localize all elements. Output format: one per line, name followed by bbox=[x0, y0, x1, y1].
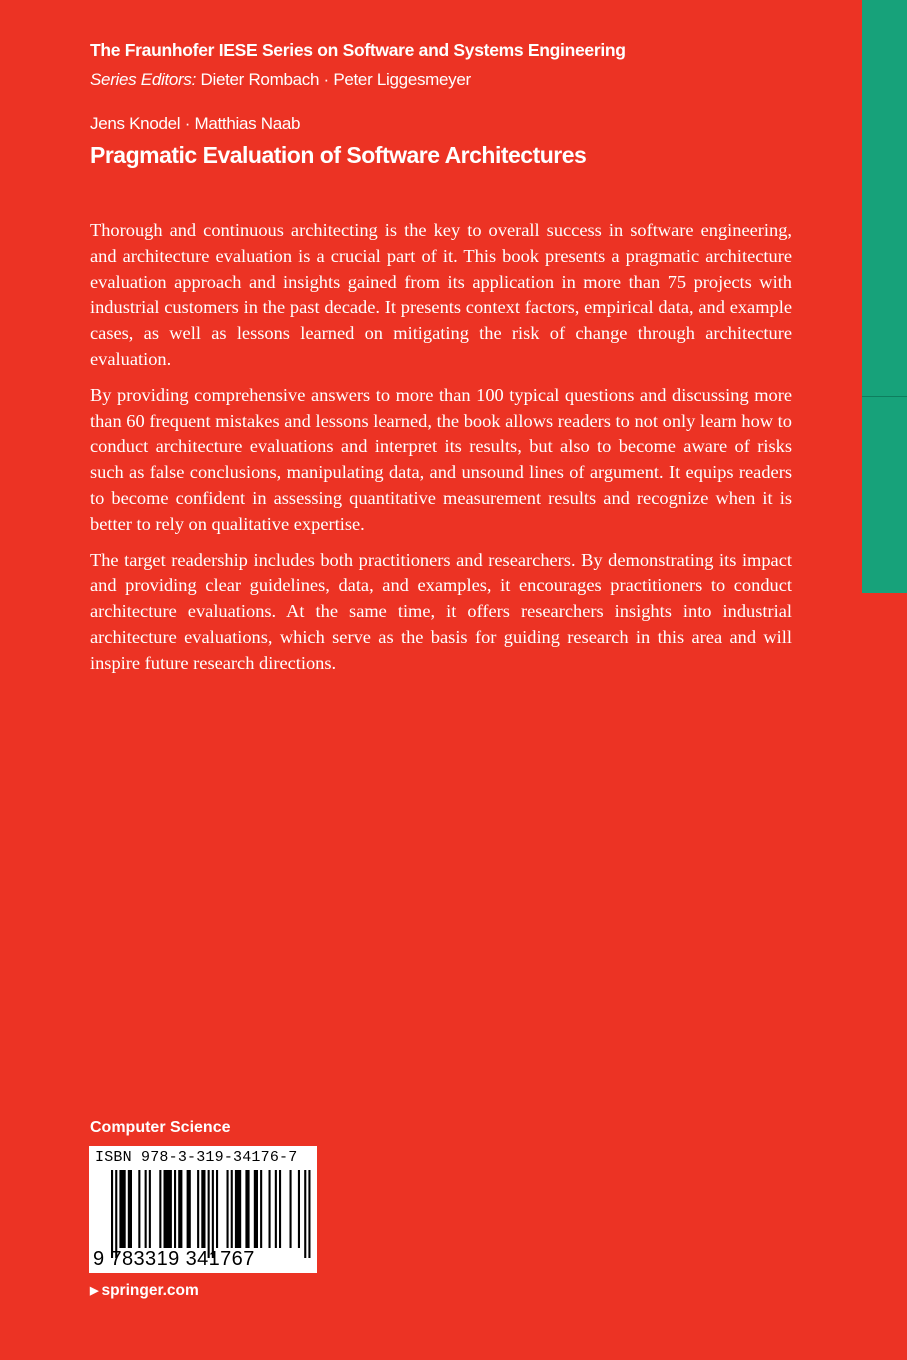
barcode-bar-22 bbox=[260, 1170, 262, 1248]
barcode-bar-27 bbox=[298, 1170, 300, 1248]
series-editors bbox=[90, 70, 471, 90]
book-title: Pragmatic Evaluation of Software Architectures bbox=[90, 142, 587, 168]
series-title: The Fraunhofer IESE Series on Software and Systems Engineering bbox=[90, 40, 626, 60]
barcode-bar-14 bbox=[208, 1170, 210, 1258]
subject-category: Computer Science bbox=[90, 1119, 231, 1136]
barcode-bar-24 bbox=[275, 1170, 277, 1248]
barcode-bar-12 bbox=[197, 1170, 199, 1248]
barcode-bar-28 bbox=[304, 1170, 306, 1258]
barcode-bar-1 bbox=[115, 1170, 117, 1258]
barcode-bar-15 bbox=[212, 1170, 214, 1258]
barcode-bar-5 bbox=[145, 1170, 147, 1248]
barcode-bar-26 bbox=[290, 1170, 292, 1248]
isbn-barcode bbox=[89, 1146, 317, 1273]
barcode-bar-3 bbox=[128, 1170, 132, 1248]
isbn-label: ISBN 978-3-319-34176-7 bbox=[95, 1149, 298, 1166]
barcode-bar-0 bbox=[111, 1170, 113, 1258]
series-editors-label: Series Editors: bbox=[90, 70, 197, 89]
ean-digits: 9 783319 341767 bbox=[93, 1248, 255, 1270]
barcode-bar-7 bbox=[159, 1170, 161, 1248]
barcode-bar-11 bbox=[187, 1170, 191, 1248]
barcode-bar-21 bbox=[254, 1170, 258, 1248]
barcode-bar-13 bbox=[201, 1170, 205, 1248]
blurb-paragraph-3: The target readership includes both practitioners and researchers. By demonstrating its impact and providing clear guidelines, data, and examples, it encourages practitioners to conduct architecture evaluations. At the same time, it offers researchers insights into industrial architecture evaluations, which serve as the basis for guiding research in this area and will inspire future research directions. bbox=[90, 549, 792, 673]
blurb bbox=[90, 218, 792, 687]
publisher-website-label: springer.com bbox=[101, 1282, 199, 1299]
barcode-bar-6 bbox=[149, 1170, 151, 1248]
barcode-bar-25 bbox=[279, 1170, 281, 1248]
series-editors-names: Dieter Rombach · Peter Liggesmeyer bbox=[200, 70, 471, 89]
barcode-bar-2 bbox=[119, 1170, 125, 1248]
barcode-bar-8 bbox=[164, 1170, 172, 1248]
barcode-bar-9 bbox=[174, 1170, 176, 1248]
blurb-paragraph-2: By providing comprehensive answers to more than 100 typical questions and discussing more than 60 frequent mistakes and lessons learned, the book allows readers to not only learn how to conduct architecture evaluations and interpret its results, but also to become aware of risks such as false conclusions, manipulating data, and unsound lines of argument. It equips readers to become confident in assessing quantitative measurement results and recognize when it is better to rely on qualitative expertise. bbox=[90, 384, 792, 534]
accent-divider bbox=[862, 396, 907, 397]
barcode-bar-23 bbox=[269, 1170, 271, 1248]
barcode-bar-19 bbox=[235, 1170, 241, 1248]
barcode-bar-29 bbox=[308, 1170, 310, 1258]
barcode-bar-10 bbox=[178, 1170, 182, 1248]
book-authors: Jens Knodel · Matthias Naab bbox=[90, 114, 301, 133]
accent-strip bbox=[862, 0, 907, 593]
barcode-bar-4 bbox=[138, 1170, 140, 1248]
barcode-bar-20 bbox=[245, 1170, 249, 1248]
publisher-website[interactable] bbox=[90, 1282, 199, 1300]
barcode-bar-16 bbox=[216, 1170, 218, 1248]
blurb-paragraph-1: Thorough and continuous architecting is the key to overall success in software engineering, and architecture evaluation is a crucial part of it. This book presents a pragmatic architecture evaluation approach and insights gained from its application in more than 75 projects with industrial customers in the past decade. It presents context factors, empirical data, and example cases, as well as lessons learned on mitigating the risk of change through architecture evaluation. bbox=[90, 220, 792, 369]
triangle-right-icon: ▶ bbox=[90, 1285, 99, 1297]
barcode-bar-18 bbox=[231, 1170, 233, 1248]
barcode-bar-17 bbox=[227, 1170, 229, 1248]
